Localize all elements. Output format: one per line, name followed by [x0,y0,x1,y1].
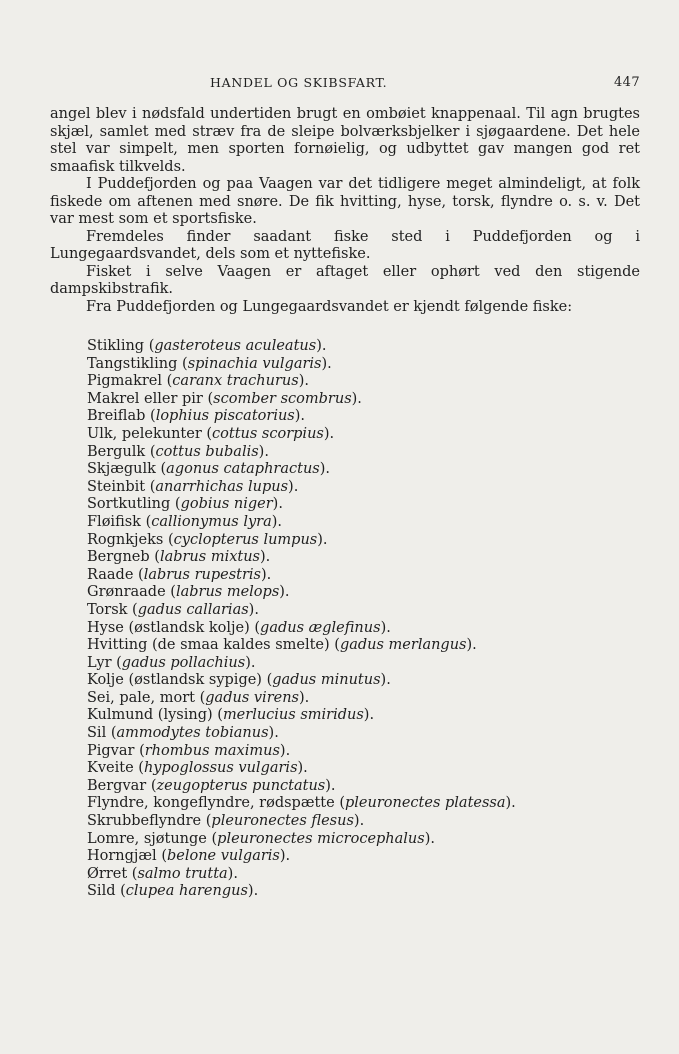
species-name: Stikling [87,338,149,354]
latin-open-paren: ( [166,373,173,390]
latin-close-paren: ). [260,549,271,566]
species-name: Hvitting (de smaa kaldes smelte) [87,637,335,654]
latin-open-paren: ( [199,689,206,706]
latin-close-paren: ). [299,689,310,706]
species-item [87,496,607,514]
latin-open-paren: ( [139,742,145,759]
latin-close-paren: ). [353,813,365,830]
latin-close-paren: ). [268,725,279,742]
species-name: Lyr [87,654,117,671]
species-latin-name: pleuronectes microcephalus [217,830,425,847]
species-item [87,831,607,849]
species-latin-name: pleuronectes flesus [211,813,354,830]
species-item [87,461,607,479]
species-item [87,408,607,426]
species-latin-name: labrus rupestris [143,566,261,583]
latin-close-paren: ). [321,355,332,372]
latin-close-paren: ). [272,496,283,513]
chapter-title: HANDEL OG SKIBSFART. [210,75,388,90]
page-number: 447 [613,75,640,90]
latin-close-paren: ). [380,672,391,689]
species-name: Makrel eller pir [87,390,208,407]
latin-open-paren: ( [150,408,156,425]
species-name: Torsk [87,601,133,618]
species-latin-name: salmo trutta [137,865,228,882]
latin-open-paren: ( [148,338,155,354]
species-item [87,479,607,497]
paragraph-continuation: angel blev i nødsfald undertiden brugt en ombøiet knappenaal. Til agn brugtes skjæl, samlet med stræv fra de sleipe bolværksbjelker i sjøgaardene. Det hele stel var simpelt, men sporten fornøielig, og udbyttet gav mangen god ret smaafisk tilkvelds. [50,106,640,175]
species-latin-name: cyclopterus lumpus [173,531,318,548]
latin-close-paren: ). [279,742,291,759]
species-latin-name: labrus mixtus [159,549,260,566]
latin-open-paren: ( [138,566,144,583]
species-name: Kolje (østlandsk sypige) [87,672,267,689]
species-latin-name: belone vulgaris [166,848,280,865]
species-latin-name: gadus merlangus [339,637,467,654]
species-item [87,373,607,391]
latin-open-paren: ( [170,584,176,601]
latin-open-paren: ( [116,654,122,671]
species-item [87,655,607,673]
latin-open-paren: ( [150,777,157,794]
species-latin-name: cottus scorpius [212,425,324,442]
latin-open-paren: ( [211,830,218,847]
species-latin-name: ammodytes tobianus [116,725,269,742]
latin-close-paren: ). [227,865,238,882]
species-name: Sei, pale, mort [87,689,200,706]
species-item [87,567,607,585]
latin-open-paren: ( [266,672,273,689]
species-item [87,444,607,462]
latin-open-paren: ( [334,637,340,654]
species-name: Kulmund (lysing) [87,707,218,724]
species-name: Bergulk [87,443,150,460]
latin-open-paren: ( [217,707,223,724]
species-item [87,848,607,866]
species-latin-name: gobius niger [180,496,273,513]
species-name: Skrubbeflyndre [87,813,206,830]
paragraph-fisket: Fisket i selve Vaagen er aftaget eller ophørt ved den stigende dampskibstrafik. [50,263,640,297]
paragraph-list-intro: Fra Puddefjorden og Lungegaardsvandet er kjendt følgende fiske: [86,298,573,315]
species-item [87,813,607,831]
species-item [87,356,607,374]
latin-close-paren: ). [466,637,477,654]
species-latin-name: gadus æglefinus [260,619,381,636]
species-item [87,883,607,901]
species-latin-name: gadus callarias [137,601,249,618]
species-item [87,743,607,761]
species-latin-name: hypoglossus vulgaris [143,760,298,777]
species-name: Steinbit [87,478,150,495]
species-latin-name: anarrhichas lupus [155,478,289,495]
latin-open-paren: ( [207,390,214,407]
species-item [87,620,607,638]
species-item [87,795,607,813]
species-item [87,778,607,796]
species-latin-name: gadus virens [205,689,299,706]
species-name: Sortkutling [87,496,175,513]
species-item [87,760,607,778]
species-latin-name: zeugopterus punctatus [156,777,326,794]
latin-open-paren: ( [149,443,156,460]
species-name: Hyse (østlandsk kolje) [87,619,255,636]
latin-open-paren: ( [149,478,156,495]
paragraph-fremdeles: Fremdeles finder saadant fiske sted i Puddefjorden og i Lungegaardsvandet, dels som et nyttefiske. [50,228,640,262]
species-name: Sild [87,883,121,900]
latin-close-paren: ). [505,795,516,812]
fish-species-list [87,338,607,901]
latin-open-paren: ( [339,795,345,812]
species-latin-name: spinachia vulgaris [187,355,322,372]
species-name: Bergvar [87,777,151,794]
species-latin-name: gadus minutus [272,672,381,689]
species-latin-name: callionymus lyra [151,513,272,530]
latin-close-paren: ). [248,601,259,618]
latin-close-paren: ). [260,566,272,583]
species-name: Ulk, pelekunter [87,425,207,442]
species-name: Sil [87,725,111,742]
species-item [87,725,607,743]
latin-open-paren: ( [138,760,144,777]
latin-close-paren: ). [323,425,335,442]
body-text [50,106,640,316]
latin-open-paren: ( [161,848,167,865]
latin-close-paren: ). [297,760,308,777]
species-item [87,338,607,356]
species-latin-name: clupea harengus [125,883,248,900]
latin-open-paren: ( [206,425,213,442]
species-latin-name: scomber scombrus [213,390,352,407]
species-name: Lomre, sjøtunge [87,830,212,847]
latin-close-paren: ). [351,390,362,407]
species-name: Bergneb [87,549,155,566]
latin-open-paren: ( [131,865,138,882]
species-name: Rognkjeks [87,531,168,548]
species-item [87,672,607,690]
species-name: Pigvar [87,742,140,759]
species-latin-name: agonus cataphractus [166,461,320,478]
latin-close-paren: ). [319,461,330,478]
latin-close-paren: ). [316,338,327,354]
latin-close-paren: ). [288,478,299,495]
species-item [87,690,607,708]
latin-close-paren: ). [247,883,259,900]
latin-close-paren: ). [317,531,328,548]
species-item [87,602,607,620]
species-item [87,532,607,550]
species-latin-name: caranx trachurus [172,373,299,390]
species-name: Pigmakrel [87,373,167,390]
species-name: Flyndre, kongeflyndre, rødspætte [87,795,340,812]
latin-close-paren: ). [424,830,435,847]
latin-open-paren: ( [132,601,138,618]
latin-close-paren: ). [271,513,283,530]
species-name: Skjægulk [87,461,161,478]
latin-close-paren: ). [279,584,290,601]
species-item [87,549,607,567]
latin-close-paren: ). [294,408,306,425]
latin-close-paren: ). [245,654,256,671]
species-name: Tangstikling [87,355,183,372]
species-name: Ørret [87,865,132,882]
latin-open-paren: ( [167,531,174,548]
latin-open-paren: ( [205,813,212,830]
species-latin-name: merlucius smiridus [222,707,364,724]
species-name: Raade [87,566,139,583]
species-name: Breiflab [87,408,151,425]
species-name: Kveite [87,760,139,777]
species-latin-name: rhombus maximus [144,742,280,759]
species-name: Fløifisk [87,513,146,530]
latin-open-paren: ( [254,619,261,636]
latin-close-paren: ). [363,707,375,724]
latin-open-paren: ( [110,725,117,742]
latin-open-paren: ( [120,883,126,900]
latin-open-paren: ( [160,461,167,478]
species-latin-name: gadus pollachius [121,654,246,671]
species-latin-name: gasteroteus aculeatus [154,338,317,354]
species-latin-name: labrus melops [175,584,280,601]
latin-open-paren: ( [182,355,188,372]
latin-close-paren: ). [279,848,291,865]
species-item [87,426,607,444]
species-name: Grønraade [87,584,171,601]
species-latin-name: lophius piscatorius [155,408,295,425]
latin-close-paren: ). [258,443,269,460]
species-item [87,707,607,725]
species-item [87,391,607,409]
latin-close-paren: ). [325,777,336,794]
species-item [87,584,607,602]
latin-close-paren: ). [298,373,309,390]
running-header [48,73,640,93]
species-item [87,514,607,532]
species-name: Horngjæl [87,848,162,865]
latin-open-paren: ( [145,513,152,530]
species-item [87,866,607,884]
species-latin-name: pleuronectes platessa [345,795,506,812]
species-item [87,637,607,655]
latin-open-paren: ( [154,549,160,566]
latin-open-paren: ( [174,496,181,513]
latin-close-paren: ). [380,619,391,636]
paragraph-puddefjorden: I Puddefjorden og paa Vaagen var det tidligere meget almindeligt, at folk fiskede om aftenen med snøre. De fik hvitting, hyse, torsk, flyndre o. s. v. Det var mest som et sportsfiske. [50,176,640,227]
species-latin-name: cottus bubalis [155,443,259,460]
